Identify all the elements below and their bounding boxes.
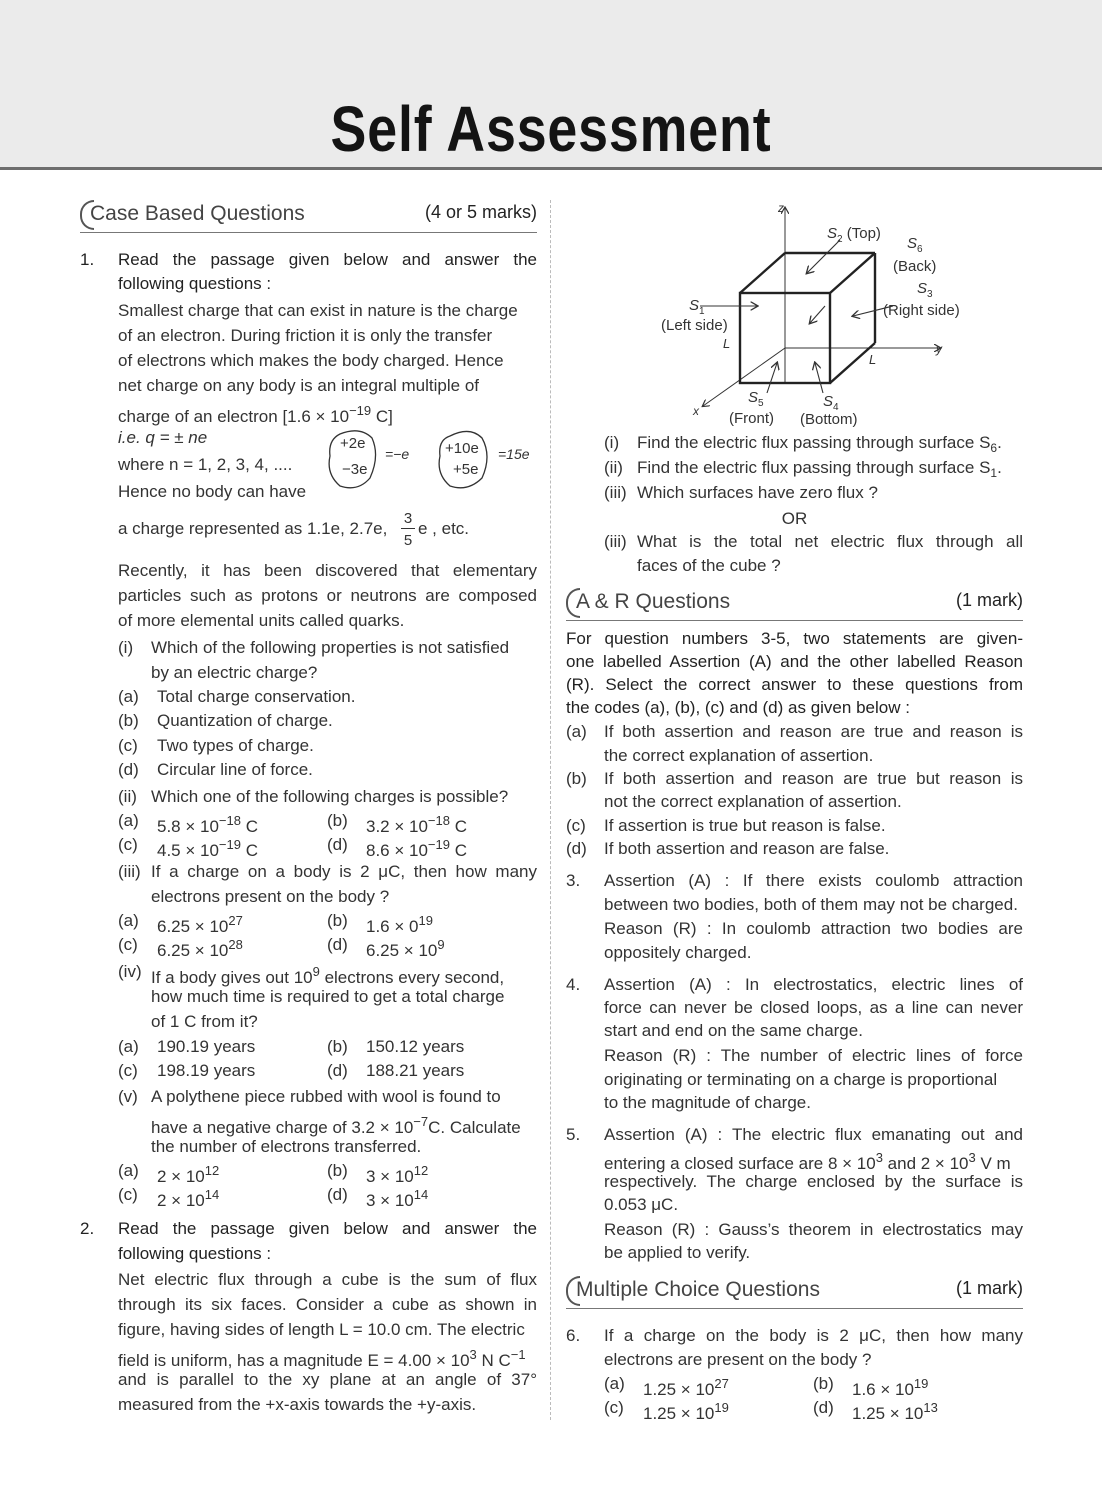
section-ar bbox=[566, 588, 1023, 621]
sub-question-text: faces of the cube ? bbox=[637, 556, 781, 575]
q1-passage-line: of electrons which makes the body charged. Hence bbox=[118, 351, 504, 370]
option-label: (b) bbox=[327, 1037, 348, 1056]
option-label: (b) bbox=[327, 911, 348, 930]
option-text: $2 \times 10^{12}$ bbox=[157, 1163, 220, 1186]
q1-intro: Read the passage given below and answer the bbox=[118, 250, 537, 269]
q2-passage-line: through its six faces. Consider a cube as shown in bbox=[118, 1295, 537, 1314]
q1-passage-line: a charge represented as 1.1e, 2.7e, bbox=[118, 519, 388, 538]
sub-question-text: Which one of the following charges is possible? bbox=[151, 787, 509, 806]
sub-question-label: (iii) bbox=[118, 862, 141, 881]
ar-code-text: not the correct explanation of assertion. bbox=[604, 792, 902, 811]
blob-result: =15e bbox=[498, 446, 530, 462]
q1-passage-line: particles such as protons or neutrons are composed bbox=[118, 586, 537, 605]
reason-text: oppositely charged. bbox=[604, 943, 752, 962]
assertion-text: start and end on the same charge. bbox=[604, 1021, 863, 1040]
ar-instructions: the codes (a), (b), (c) and (d) as given below : bbox=[566, 698, 910, 717]
sub-question-text: If a body gives out $10^9$ electrons every second, bbox=[151, 964, 505, 987]
sub-question-text: by an electric charge? bbox=[151, 663, 318, 682]
question-number: 1. bbox=[80, 250, 95, 269]
option-label: (c) bbox=[118, 736, 138, 755]
sub-question-text: Which surfaces have zero flux ? bbox=[637, 483, 878, 502]
option-label: (c) bbox=[118, 935, 138, 954]
option-label: (b) bbox=[566, 769, 587, 788]
sub-question-label: (iv) bbox=[118, 962, 142, 981]
question-number: 6. bbox=[566, 1326, 581, 1345]
blob-charge: −3e bbox=[342, 461, 368, 478]
section-title: Multiple Choice Questions bbox=[576, 1278, 820, 1301]
option-label: (d) bbox=[118, 760, 139, 779]
option-label: (b) bbox=[118, 711, 139, 730]
section-marks: (1 mark) bbox=[956, 590, 1023, 610]
option-text: 150.12 years bbox=[366, 1037, 465, 1056]
sub-question-text: What is the total net electric flux through all bbox=[637, 532, 1023, 551]
option-text: $1.25 \times 10^{19}$ bbox=[643, 1400, 729, 1423]
option-text: 198.19 years bbox=[157, 1061, 256, 1080]
surface-label-s1: $S_1$ bbox=[689, 297, 705, 317]
surface-desc-s5: (Front) bbox=[729, 410, 774, 427]
mcq-question-text: If a charge on the body is 2 μC, then how many bbox=[604, 1326, 1023, 1345]
assertion-text: Assertion (A) : If there exists coulomb attraction bbox=[604, 871, 1023, 890]
q1-passage-line: net charge on any body is an integral multiple of bbox=[118, 376, 480, 395]
sub-question-label: (ii) bbox=[118, 787, 137, 806]
surface-label-s5: $S_5$ bbox=[748, 389, 764, 409]
q1-passage-line: Recently, it has been discovered that elementary bbox=[118, 561, 537, 580]
x-axis-label: x bbox=[693, 404, 699, 418]
option-label: (d) bbox=[566, 839, 587, 858]
option-text: 188.21 years bbox=[366, 1061, 465, 1080]
option-label: (c) bbox=[604, 1398, 624, 1417]
q1-passage-line: e , etc. bbox=[418, 519, 470, 538]
assertion-text: respectively. The charge enclosed by the surface is bbox=[604, 1172, 1023, 1191]
question-number: 3. bbox=[566, 871, 581, 890]
reason-text: Reason (R) : Gauss’s theorem in electrostatics may bbox=[604, 1220, 1023, 1239]
sub-question-text: Find the electric flux passing through surface $S_6$. bbox=[637, 433, 1002, 455]
option-label: (c) bbox=[118, 1061, 138, 1080]
option-label: (a) bbox=[118, 1037, 139, 1056]
option-label: (b) bbox=[327, 1161, 348, 1180]
sub-question-text: have a negative charge of $3.2 \times 10^{-7}C$. Calculate bbox=[151, 1114, 521, 1137]
option-label: (a) bbox=[118, 911, 139, 930]
q2-intro: Read the passage given below and answer the bbox=[118, 1219, 537, 1238]
assertion-text: entering a closed surface are $8 \times 10^3$ and $2 \times 10^3$ V m bbox=[604, 1150, 1011, 1173]
q1-formula: where n = 1, 2, 3, 4, .... bbox=[118, 455, 293, 474]
fraction-denominator: 5 bbox=[403, 532, 413, 549]
reason-text: Reason (R) : In coulomb attraction two bodies are bbox=[604, 919, 1023, 938]
column-divider bbox=[550, 200, 551, 1420]
surface-label-s2: $S_2$ (Top) bbox=[827, 225, 881, 245]
surface-label-s3: $S_3$ bbox=[917, 280, 933, 300]
sub-question-label: (i) bbox=[118, 638, 134, 657]
q2-passage-line: figure, having sides of length L = 10.0 cm. The electric bbox=[118, 1320, 525, 1339]
option-text: $6.25 \times 10^{28}$ bbox=[157, 937, 243, 960]
option-text: $3.2 \times 10^{-18}$ C bbox=[366, 813, 467, 836]
q1-passage-line: Hence no body can have bbox=[118, 482, 307, 501]
q2-passage-line: and is parallel to the xy plane at an angle of 37° bbox=[118, 1370, 537, 1389]
q2-intro: following questions : bbox=[118, 1244, 272, 1263]
option-label: (c) bbox=[118, 1185, 138, 1204]
sub-question-text: If a charge on a body is 2 μC, then how many bbox=[151, 862, 537, 881]
sub-question-text: Which of the following properties is not satisfied bbox=[151, 638, 510, 657]
option-text: $4.5 \times 10^{-19}$ C bbox=[157, 837, 258, 860]
ar-code-text: If assertion is true but reason is false. bbox=[604, 816, 886, 835]
assertion-text: Assertion (A) : The electric flux emanating out and bbox=[604, 1125, 1023, 1144]
section-marks: (1 mark) bbox=[956, 1278, 1023, 1298]
q1-passage-line: of an electron. During friction it is only the transfer bbox=[118, 326, 493, 345]
ar-instructions: (R). Select the correct answer to these questions from bbox=[566, 675, 1023, 694]
option-label: (d) bbox=[327, 835, 348, 854]
reason-text: to the magnitude of charge. bbox=[604, 1093, 811, 1112]
blob-charge: +5e bbox=[453, 461, 479, 478]
reason-text: originating or terminating on a charge is proportional bbox=[604, 1070, 998, 1089]
or-separator: OR bbox=[781, 509, 808, 528]
blob-charge: +2e bbox=[340, 435, 366, 452]
option-text: $8.6 \times 10^{-19}$ C bbox=[366, 837, 467, 860]
sub-question-label: (iii) bbox=[604, 483, 627, 502]
length-label: L bbox=[869, 352, 877, 367]
option-text: $1.6 \times 0^{19}$ bbox=[366, 913, 433, 936]
sub-question-label: (ii) bbox=[604, 458, 623, 477]
ar-code-text: If both assertion and reason are false. bbox=[604, 839, 890, 858]
option-label: (b) bbox=[813, 1374, 834, 1393]
option-label: (c) bbox=[118, 835, 138, 854]
sub-question-label: (v) bbox=[118, 1087, 138, 1106]
blob-charge: +10e bbox=[445, 440, 479, 457]
ar-code-text: If both assertion and reason are true but reason is bbox=[604, 769, 1023, 788]
option-text: $6.25 \times 10^9$ bbox=[366, 937, 445, 960]
ar-instructions: For question numbers 3-5, two statements are given- bbox=[566, 629, 1023, 648]
question-number: 5. bbox=[566, 1125, 581, 1144]
option-label: (c) bbox=[566, 816, 586, 835]
option-text: $1.6 \times 10^{19}$ bbox=[852, 1376, 929, 1399]
assertion-text: Assertion (A) : In electrostatics, electric lines of bbox=[604, 975, 1023, 994]
surface-desc-s1: (Left side) bbox=[661, 317, 728, 334]
question-number: 2. bbox=[80, 1219, 95, 1238]
q1-passage-line: Smallest charge that can exist in nature is the charge bbox=[118, 301, 518, 320]
option-label: (a) bbox=[118, 1161, 139, 1180]
q1-intro: following questions : bbox=[118, 274, 272, 293]
option-text: $6.25 \times 10^{27}$ bbox=[157, 913, 243, 936]
ar-code-text: If both assertion and reason are true and reason is bbox=[604, 722, 1023, 741]
surface-label-s4: $S_4$ bbox=[823, 393, 839, 413]
assertion-text: force can never be closed loops, as a line can never bbox=[604, 998, 1023, 1017]
assertion-text: 0.053 μC. bbox=[604, 1195, 679, 1214]
option-text: $1.25 \times 10^{27}$ bbox=[643, 1376, 729, 1399]
surface-desc-s4: (Bottom) bbox=[800, 411, 858, 428]
sub-question-text: A polythene piece rubbed with wool is found to bbox=[151, 1087, 501, 1106]
option-label: (a) bbox=[118, 687, 139, 706]
option-label: (d) bbox=[327, 935, 348, 954]
sub-question-text: how much time is required to get a total charge bbox=[151, 987, 505, 1006]
q2-passage-line: field is uniform, has a magnitude $E = 4.00 \times 10^3$ N $C^{-1}$ bbox=[118, 1347, 526, 1370]
option-text: 190.19 years bbox=[157, 1037, 256, 1056]
option-text: $3 \times 10^{12}$ bbox=[366, 1163, 429, 1186]
fraction-numerator: 3 bbox=[403, 510, 413, 527]
page-title: Self Assessment bbox=[330, 93, 772, 165]
charge-blob-figure bbox=[320, 426, 550, 496]
option-text: $2 \times 10^{14}$ bbox=[157, 1187, 220, 1210]
q1-formula: i.e. q = ± ne bbox=[118, 428, 208, 447]
sub-question-text: electrons present on the body ? bbox=[151, 887, 390, 906]
ar-code-text: the correct explanation of assertion. bbox=[604, 746, 874, 765]
surface-desc-s3: (Right side) bbox=[883, 302, 960, 319]
option-text: Circular line of force. bbox=[157, 760, 313, 779]
fraction-bar bbox=[401, 528, 415, 529]
sub-question-label: (i) bbox=[604, 433, 620, 452]
q2-passage-line: Net electric flux through a cube is the sum of flux bbox=[118, 1270, 537, 1289]
option-label: (a) bbox=[118, 811, 139, 830]
z-axis-label: z bbox=[778, 201, 784, 215]
y-axis-label: y bbox=[936, 342, 942, 356]
reason-text: Reason (R) : The number of electric lines of force bbox=[604, 1046, 1023, 1065]
blob-result: =−e bbox=[385, 446, 410, 462]
sub-question-text: Find the electric flux passing through surface $S_1$. bbox=[637, 458, 1002, 480]
option-text: $5.8 \times 10^{-18}$ C bbox=[157, 813, 258, 836]
sub-question-text: the number of electrons transferred. bbox=[151, 1137, 422, 1156]
section-title: A & R Questions bbox=[576, 590, 731, 613]
assertion-text: between two bodies, both of them may not be charged. bbox=[604, 895, 1018, 914]
option-label: (a) bbox=[566, 722, 587, 741]
header-band bbox=[0, 0, 1102, 170]
section-case-based bbox=[80, 200, 537, 233]
sub-question-text: of 1 C from it? bbox=[151, 1012, 258, 1031]
section-title: Case Based Questions bbox=[90, 202, 305, 225]
length-label: L bbox=[723, 336, 731, 351]
cube-diagram bbox=[655, 198, 1035, 430]
option-label: (d) bbox=[327, 1061, 348, 1080]
option-label: (d) bbox=[327, 1185, 348, 1204]
section-mcq bbox=[566, 1276, 1023, 1309]
q1-passage-line: charge of an electron [$1.6 \times 10^{-19}$ C] bbox=[118, 403, 393, 426]
option-label: (b) bbox=[327, 811, 348, 830]
mcq-question-text: electrons are present on the body ? bbox=[604, 1350, 872, 1369]
option-text: Quantization of charge. bbox=[157, 711, 333, 730]
option-label: (a) bbox=[604, 1374, 625, 1393]
surface-desc-s6: (Back) bbox=[893, 258, 937, 275]
option-text: Total charge conservation. bbox=[157, 687, 356, 706]
q2-passage-line: measured from the +x-axis towards the +y-axis. bbox=[118, 1395, 477, 1414]
section-marks: (4 or 5 marks) bbox=[424, 202, 537, 222]
option-text: $3 \times 10^{14}$ bbox=[366, 1187, 429, 1210]
option-label: (d) bbox=[813, 1398, 834, 1417]
q1-passage-line: of more elemental units called quarks. bbox=[118, 611, 405, 630]
ar-instructions: one labelled Assertion (A) and the other labelled Reason bbox=[566, 652, 1023, 671]
question-number: 4. bbox=[566, 975, 581, 994]
surface-label-s6: $S_6$ bbox=[907, 235, 923, 255]
sub-question-label: (iii) bbox=[604, 532, 627, 551]
reason-text: be applied to verify. bbox=[604, 1243, 751, 1262]
option-text: $1.25 \times 10^{13}$ bbox=[852, 1400, 938, 1423]
option-text: Two types of charge. bbox=[157, 736, 314, 755]
